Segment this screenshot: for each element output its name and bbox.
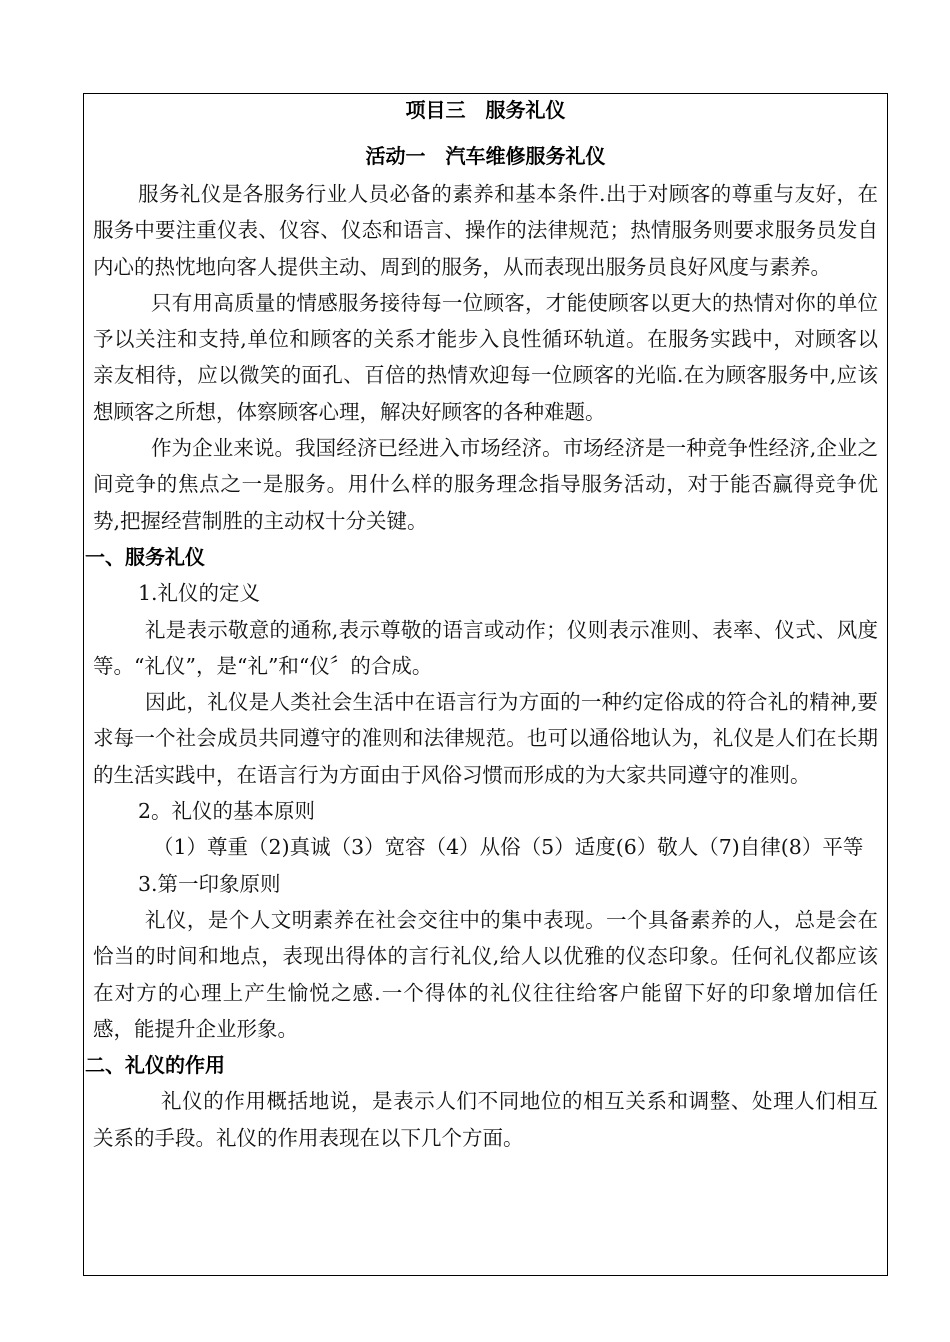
definition-paragraph-2: 因此，礼仪是人类社会生活中在语言行为方面的一种约定俗成的符合礼的精神,要求每一个社会成员共同遵守的准则和法律规范。也可以通俗地认为，礼仪是人们在长期的生活实践中，在语言行为方面由于风俗习惯而形成的为大家共同遵守的准则。 xyxy=(93,690,878,787)
page-subtitle: 活动一 汽车维修服务礼仪 xyxy=(365,144,606,168)
section-heading-2: 二、礼仪的作用 xyxy=(85,1053,225,1078)
role-paragraph-1: 礼仪的作用概括地说，是表示人们不同地位的相互关系和调整、处理人们相互关系的手段。礼仪的作用表现在以下几个方面。 xyxy=(93,1089,878,1150)
item-title-principles: 2。礼仪的基本原则 xyxy=(138,799,316,824)
item-title-definition: 1.礼仪的定义 xyxy=(138,581,261,606)
intro-paragraph-2: 只有用高质量的情感服务接待每一位顾客，才能使顾客以更大的热情对你的单位予以关注和支持,单位和顾客的关系才能步入良性循环轨道。在服务实践中，对顾客以亲友相待，应以微笑的面孔、百倍的热情欢迎每一位顾客的光临.在为顾客服务中,应该想顾客之所想，体察顾客心理，解决好顾客的各种难题。 xyxy=(93,290,878,424)
document-frame xyxy=(83,93,888,1276)
definition-paragraph-1: 礼是表示敬意的通称,表示尊敬的语言或动作；仪则表示准则、表率、仪式、风度等。“礼仪”，是“礼”和“仪〞的合成。 xyxy=(93,617,878,678)
section-heading-1: 一、服务礼仪 xyxy=(85,544,205,569)
first-impression-paragraph: 礼仪，是个人文明素养在社会交往中的集中表现。一个具备素养的人，总是会在恰当的时间和地点，表现出得体的言行礼仪,给人以优雅的仪态印象。任何礼仪都应该在对方的心理上产生愉悦之感.一个得体的礼仪往往给客户能留下好的印象增加信任感，能提升企业形象。 xyxy=(93,907,878,1041)
intro-paragraph-1: 服务礼仪是各服务行业人员必备的素养和基本条件.出于对顾客的尊重与友好，在服务中要注重仪表、仪容、仪态和语言、操作的法律规范；热情服务则要求服务员发自内心的热忱地向客人提供主动、周到的服务，从而表现出服务员良好风度与素养。 xyxy=(93,182,878,279)
document-body xyxy=(85,94,878,1156)
principles-list: （1）尊重（2)真诚（3）宽容（4）从俗（5）适度(6）敬人（7)自律(8）平等 xyxy=(153,835,864,860)
page-title: 项目三 服务礼仪 xyxy=(405,98,566,122)
item-title-first-impression: 3.第一印象原则 xyxy=(138,871,281,896)
intro-paragraph-3: 作为企业来说。我国经济已经进入市场经济。市场经济是一种竞争性经济,企业之间竞争的焦点之一是服务。用什么样的服务理念指导服务活动，对于能否赢得竞争优势,把握经营制胜的主动权十分关键。 xyxy=(93,436,878,533)
